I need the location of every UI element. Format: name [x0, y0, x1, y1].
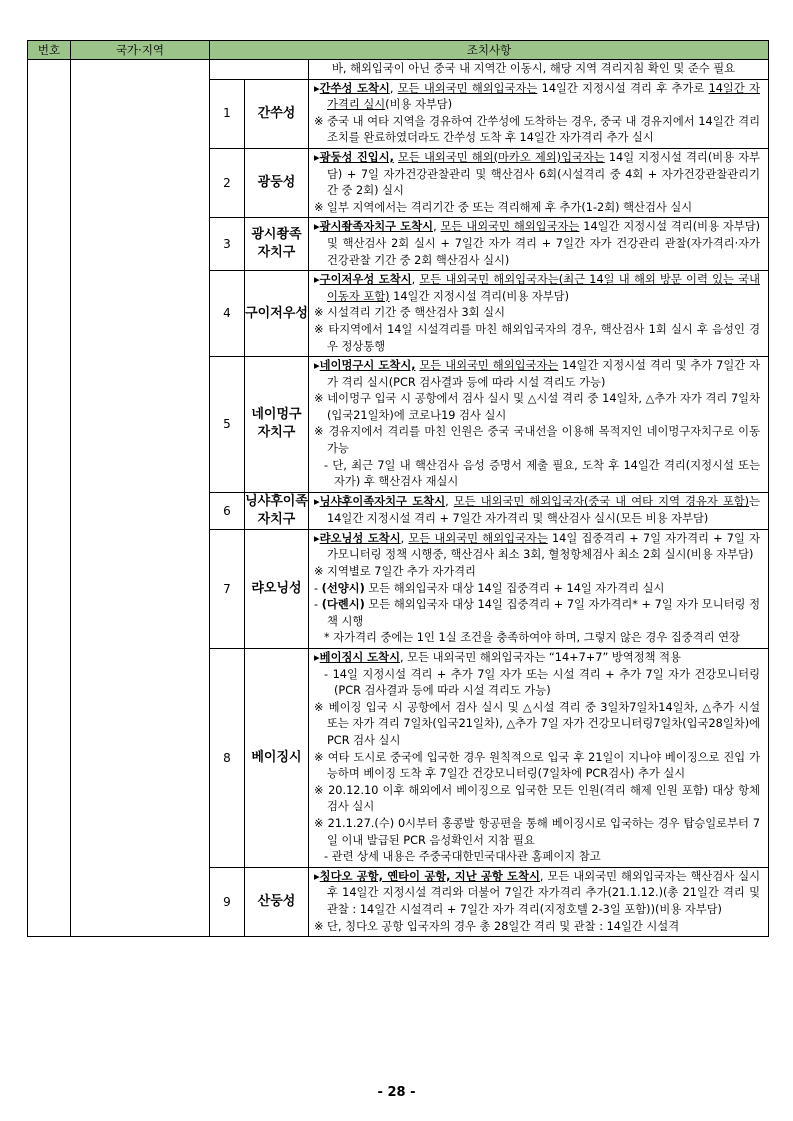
- text-run: 랴오닝성 도착시: [319, 531, 401, 545]
- measure-line: [314, 564, 760, 581]
- region-name: 광시좡족 자치구: [245, 218, 309, 271]
- text-run: ※ 시설격리 기간 중 핵산검사 3회 실시: [314, 306, 505, 320]
- text-run: ▸: [314, 495, 320, 509]
- measure-line: [314, 81, 760, 114]
- text-run: 는 14일간 지정시설 격리 + 7일간 자가격리 및 핵산검사 실시(모든 비용 자부담): [327, 495, 761, 525]
- measure-line: [314, 424, 760, 457]
- measure-line: [314, 816, 760, 849]
- text-run: 베이징시 도착시: [319, 651, 400, 664]
- region-name: 베이징시: [245, 649, 309, 868]
- text-run: - 관련 상세 내용은 주중국대한민국대사관 홈페이지 참고: [324, 850, 601, 864]
- text-run: ※ 단, 칭다오 공항 입국자의 경우 총 28일간 격리 및 관찰 : 14일간 시설격: [314, 919, 680, 933]
- text-run: -: [314, 598, 322, 612]
- text-run: 모든 내외국민 해외입국자는: [408, 531, 548, 545]
- measure-line: [314, 650, 760, 667]
- country-cell: [71, 492, 210, 529]
- country-cell: [71, 529, 210, 648]
- measures-text: [309, 357, 769, 493]
- text-run: 모든 해외입국자 대상 14일 집중격리 + 7일 자가격리* + 7일 자가 모니터링 정책 시행: [327, 598, 761, 628]
- country-cell: [71, 271, 210, 357]
- measure-line: [314, 322, 760, 355]
- text-run: ,: [433, 220, 441, 234]
- measure-line: [314, 783, 760, 816]
- text-run: ※ 중국 내 여타 지역을 경유하여 간쑤성에 도착하는 경우, 중국 내 경유지에서 14일간 격리조치를 완료하였더라도 간쑤성 도착 후 14일간 자가격리 추가 실시: [314, 114, 761, 145]
- number-cell: [28, 529, 71, 648]
- measures-text: [309, 79, 769, 148]
- country-cell: [71, 867, 210, 936]
- header-region: 국가·지역: [71, 41, 210, 60]
- number-cell: [28, 867, 71, 936]
- region-name: 광둥성: [245, 148, 309, 217]
- table-row: [28, 529, 769, 648]
- measure-line: [314, 667, 760, 700]
- region-name: 네이멍구 자치구: [245, 357, 309, 493]
- text-run: , 모든 내외국민 해외입국자는 핵산검사 실시 후 14일간 지정시설 격리와 더불어 7일간 자가격리 추가(21.1.12.)(총 21일간 격리 및 관찰 : 14일간 시설격리 + 7일간 자가 격리(지정호텔 2-3일 포함))(비용 자부담): [327, 869, 761, 916]
- text-run: ※ 베이징 입국 시 공항에서 검사 실시 및 △시설 격리 중 3일차7일차14일차, △추가 시설 또는 자가 격리 7일차(입국21일차), △추가 7일 자가 건강모니터링7일차(입국28일차)에 PCR 검사 실시: [314, 700, 761, 747]
- country-cell: [71, 148, 210, 217]
- measures-text: [309, 492, 769, 529]
- measure-line: [314, 494, 760, 527]
- text-run: ▸: [314, 869, 320, 883]
- measure-line: [314, 869, 760, 919]
- document-page: [27, 40, 768, 937]
- measure-line: [314, 581, 760, 598]
- measures-table: [27, 40, 769, 937]
- text-run: (선양시): [321, 581, 365, 595]
- measure-line: [314, 849, 760, 866]
- text-run: 14일간 지정시설 격리(비용 자부담): [389, 289, 569, 303]
- header-number: 번호: [28, 41, 71, 60]
- country-cell: [71, 79, 210, 148]
- text-run: ※ 타지역에서 14일 시설격리를 마친 해외입국자의 경우, 핵산검사 1회 실시 후 음성인 경우 정상통행: [314, 322, 761, 353]
- text-run: 모든 내외국민 해외입국자(중국 내 여타 지역 경유자 포함): [453, 495, 750, 509]
- number-cell: [28, 271, 71, 357]
- text-run: ,: [400, 531, 409, 545]
- number-cell: [28, 148, 71, 217]
- text-run: ▸: [314, 651, 320, 664]
- row-number: 7: [210, 529, 245, 648]
- number-cell: [28, 649, 71, 868]
- continuation-row: [28, 60, 769, 80]
- text-run: ▸: [314, 273, 320, 287]
- number-cell: [28, 60, 71, 80]
- text-run: ※ 지역별로 7일간 추가 자가격리: [314, 565, 476, 579]
- text-run: ▸: [314, 150, 320, 164]
- number-cell: [28, 79, 71, 148]
- text-run: ※ 네이멍구 입국 시 공항에서 검사 실시 및 △시설 격리 중 14일차, △추가 자가 격리 7일차(입국21일차)에 코로나19 검사 실시: [314, 392, 761, 422]
- table-row: [28, 867, 769, 936]
- text-run: 모든 내외국민 해외(마카오 제외)입국자는: [398, 150, 605, 164]
- table-row: [28, 271, 769, 357]
- text-run: 구이저우성 도착시: [319, 273, 412, 287]
- text-run: - 14일 지정시설 격리 + 추가 7일 자가 또는 시설 격리 + 추가 7일 자가 건강모니터링(PCR 검사결과 등에 따라 시설 격리도 가능): [324, 667, 761, 698]
- row-number: 6: [210, 492, 245, 529]
- text-run: 간쑤성 도착시: [319, 81, 390, 95]
- continuation-text: 바, 해외입국이 아닌 중국 내 지역간 이동시, 해당 지역 격리지침 확인 및 준수 필요: [309, 60, 769, 80]
- text-run: 14일 집중격리 + 7일 자가격리 + 7일 자가모니터링 정책 시행중, 핵산검사 최소 3회, 혈청항체검사 최소 2회 실시(비용 자부담): [327, 531, 761, 562]
- row-number: 9: [210, 867, 245, 936]
- row-number: 5: [210, 357, 245, 493]
- text-run: 14일 지정시설 격리(비용 자부담) + 7일 자가건강관찰관리 및 핵산검사 6회(시설격리 중 4회 + 자가건강관찰관리기간 중 2회) 실시: [327, 150, 761, 198]
- text-run: -: [314, 581, 322, 595]
- measure-line: [314, 458, 760, 491]
- measure-line: [314, 391, 760, 424]
- table-row: [28, 357, 769, 493]
- table-row: [28, 79, 769, 148]
- measures-text: [309, 148, 769, 217]
- measure-line: [314, 919, 760, 936]
- measure-line: [314, 531, 760, 564]
- country-cell: [71, 649, 210, 868]
- text-run: 광시좡족자치구 도착시: [319, 220, 434, 234]
- country-cell: [71, 60, 210, 80]
- text-run: 모든 내외국민 해외입국자는: [419, 359, 559, 373]
- continuation-blank: [210, 60, 309, 80]
- text-run: ※ 20.12.10 이후 해외에서 베이징으로 입국한 모든 인원(격리 해제 인원 포함) 대상 항체 검사 실시: [314, 783, 761, 814]
- text-run: 네이멍구시 도착시,: [319, 359, 416, 373]
- text-run: , 모든 내외국민 해외입국자는 “14+7+7” 방역정책 적용: [400, 651, 681, 664]
- text-run: (비용 자부담): [385, 98, 453, 112]
- text-run: 칭다오 공항, 옌타이 공항, 지난 공항 도착시: [319, 869, 540, 883]
- table-row: [28, 649, 769, 868]
- text-run: 14일간 지정시설 격리(비용 자부담) 및 핵산검사 2회 실시 + 7일간 자가 격리 + 7일간 자가 건강관리 관찰(자가격리·자가 건강관찰 기간 중 2회 핵산검사 실시): [327, 220, 761, 267]
- text-run: 광둥성 진입시,: [319, 150, 394, 164]
- text-run: ※ 21.1.27.(수) 0시부터 홍콩발 항공편을 통해 베이징시로 입국하는 경우 탑승일로부터 7일 이내 발급된 PCR 음성확인서 지참 필요: [314, 816, 761, 847]
- text-run: 14일간 지정시설 격리 후 추가로: [537, 81, 709, 95]
- measure-line: [314, 150, 760, 200]
- measure-line: [314, 305, 760, 322]
- country-cell: [71, 218, 210, 271]
- table-header-row: [28, 41, 769, 60]
- measures-text: [309, 529, 769, 648]
- text-run: ▸: [314, 220, 320, 234]
- measure-line: [314, 597, 760, 630]
- number-cell: [28, 492, 71, 529]
- region-name: 산둥성: [245, 867, 309, 936]
- measure-line: [314, 272, 760, 305]
- text-run: ※ 여타 도시로 중국에 입국한 경우 원칙적으로 입국 후 21일이 지나야 베이징으로 진입 가능하며 베이징 도착 후 7일간 건강모니터링(7일차에 PCR검사) 추가 실시: [314, 750, 761, 781]
- region-name: 구이저우성: [245, 271, 309, 357]
- text-run: 14일간 지정시설 격리 및 추가 7일간 자가 격리 실시(PCR 검사결과 등에 따라 시설 격리도 가능): [327, 359, 761, 389]
- text-run: 14일간 자가격리 실시: [327, 81, 760, 112]
- row-number: 3: [210, 218, 245, 271]
- row-number: 8: [210, 649, 245, 868]
- measure-line: [314, 630, 760, 647]
- table-row: [28, 492, 769, 529]
- text-run: ※ 일부 지역에서는 격리기간 중 또는 격리해제 후 추가(1-2회) 핵산검사 실시: [314, 200, 693, 214]
- text-run: ▸: [314, 531, 320, 545]
- measure-line: [314, 358, 760, 391]
- text-run: 모든 해외입국자 대상 14일 집중격리 + 14일 자가격리 실시: [364, 581, 665, 595]
- text-run: ,: [411, 273, 420, 287]
- measures-text: [309, 867, 769, 936]
- row-number: 2: [210, 148, 245, 217]
- row-number: 1: [210, 79, 245, 148]
- measures-text: [309, 649, 769, 868]
- text-run: 모든 내외국민 해외입국자는: [397, 81, 538, 95]
- table-row: [28, 148, 769, 217]
- text-run: (다롄시): [321, 598, 365, 612]
- text-run: ,: [389, 81, 398, 95]
- country-cell: [71, 357, 210, 493]
- measure-line: [314, 219, 760, 269]
- text-run: ※ 경유지에서 격리를 마친 인원은 중국 국내선을 이용해 목적지인 네이멍구자치구로 이동 가능: [314, 425, 761, 456]
- measures-text: [309, 271, 769, 357]
- measures-text: [309, 218, 769, 271]
- measure-line: [314, 114, 760, 147]
- text-run: 닝샤후이족자치구 도착시: [319, 495, 446, 509]
- text-run: 모든 내외국민 해외입국자는(최근 14일 내 해외 방문 이력 있는 국내 이동자 포함): [327, 273, 761, 303]
- number-cell: [28, 218, 71, 271]
- table-row: [28, 218, 769, 271]
- measure-line: [314, 750, 760, 783]
- text-run: ▸: [314, 81, 320, 95]
- region-name: 닝샤후이족 자치구: [245, 492, 309, 529]
- page-number: - 28 -: [377, 1085, 416, 1100]
- measure-line: [314, 700, 760, 750]
- region-name: 랴오닝성: [245, 529, 309, 648]
- row-number: 4: [210, 271, 245, 357]
- measure-line: [314, 200, 760, 217]
- text-run: * 자가격리 중에는 1인 1실 조건을 충족하여야 하며, 그렇지 않은 경우 집중격리 연장: [324, 631, 740, 645]
- text-run: - 단, 최근 7일 내 핵산검사 음성 증명서 제출 필요, 도착 후 14일간 격리(지정시설 또는 자가) 후 핵산검사 재실시: [324, 458, 761, 489]
- header-measures: 조치사항: [210, 41, 769, 60]
- text-run: 모든 내외국민 해외입국자는: [440, 220, 580, 234]
- number-cell: [28, 357, 71, 493]
- text-run: ,: [445, 495, 454, 509]
- text-run: ▸: [314, 359, 320, 373]
- region-name: 간쑤성: [245, 79, 309, 148]
